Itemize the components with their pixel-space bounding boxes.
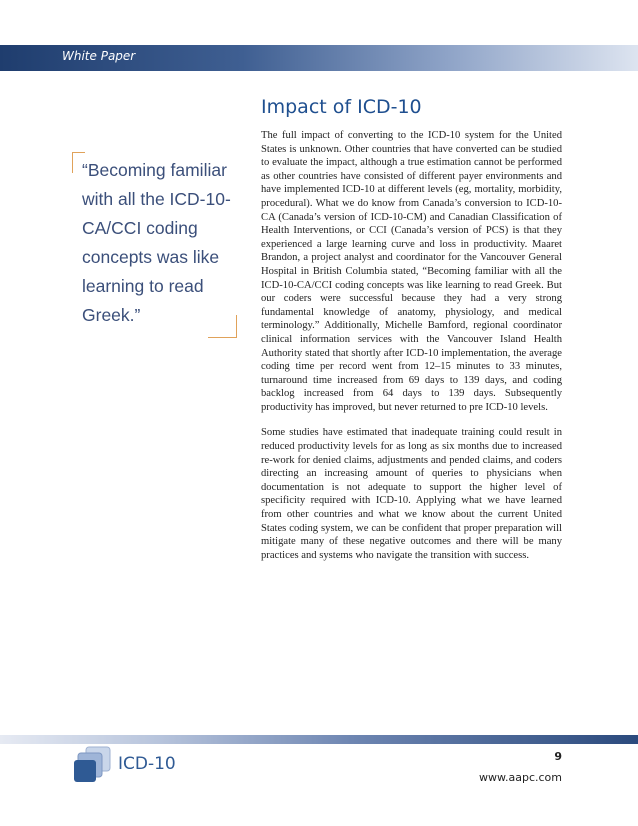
page-number: 9	[554, 750, 562, 763]
body-paragraph-1: The full impact of converting to the ICD-10 system for the United States is unknown. Other countries that have converted can be studied to evaluate the impact, although a true estimation cannot be performed as other countries have consisted of different payer environments and have implemented ICD-10 at different levels (eg, mortality, morbidity, procedural). What we do know from Canada’s conversion to ICD-10-CA (Canada’s version of ICD-10-CM) and Canadian Classification of Health Interventions, or CCI (Canada’s version of PCS) is that they experienced a large learning curve and loss in productivity. Maaret Brandon, a project analyst and coordinator for the Vancouver General Hospital in British Columbia stated, “Becoming familiar with all the ICD-10-CA/CCI coding concepts was like learning to read Greek. But our coders were successful because they had a very strong fundamental knowledge of anatomy, physiology, and medical terminology.” Additionally, Michelle Bamford, regional coordinator clinical information services with the Vancouver Island Health Authority stated that shortly after ICD-10 implementation, the average coding time per record went from 12–15 minutes to 33 minutes, turnaround time increased from 69 days to 139 days, and coding backlog increased from 64 days to 139 days. Subsequently productivity has improved, but never returned to pre ICD-10 levels.	[261, 130, 562, 413]
pull-quote-text: “Becoming familiar with all the ICD-10-CA/CCI coding concepts was like learning to read Greek.”	[82, 160, 231, 325]
footer-url: www.aapc.com	[479, 771, 562, 784]
body-paragraph-2: Some studies have estimated that inadequate training could result in reduced productivity levels for as long as six months due to increased re-work for denied claims, adjustments and pended claims, and coders directing an increasing amount of queries to physicians when documentation is not adequate to support the higher level of specificity required with ICD-10. Applying what we have learned from other countries and what we know about the current United States coding system, we can be confident that proper preparation will mitigate many of these negative outcomes and there will be many practices and systems who navigate the transition with success.	[261, 427, 562, 561]
header-band	[0, 45, 638, 71]
logo-text: ICD-10	[118, 754, 176, 774]
footer-band	[0, 735, 638, 744]
icd10-logo-icon	[72, 745, 114, 785]
quote-bracket-bottom-right	[208, 315, 237, 338]
article-title: Impact of ICD-10	[261, 96, 422, 118]
pull-quote	[62, 152, 237, 338]
article-body	[261, 129, 562, 574]
header-label: White Paper	[62, 49, 136, 63]
